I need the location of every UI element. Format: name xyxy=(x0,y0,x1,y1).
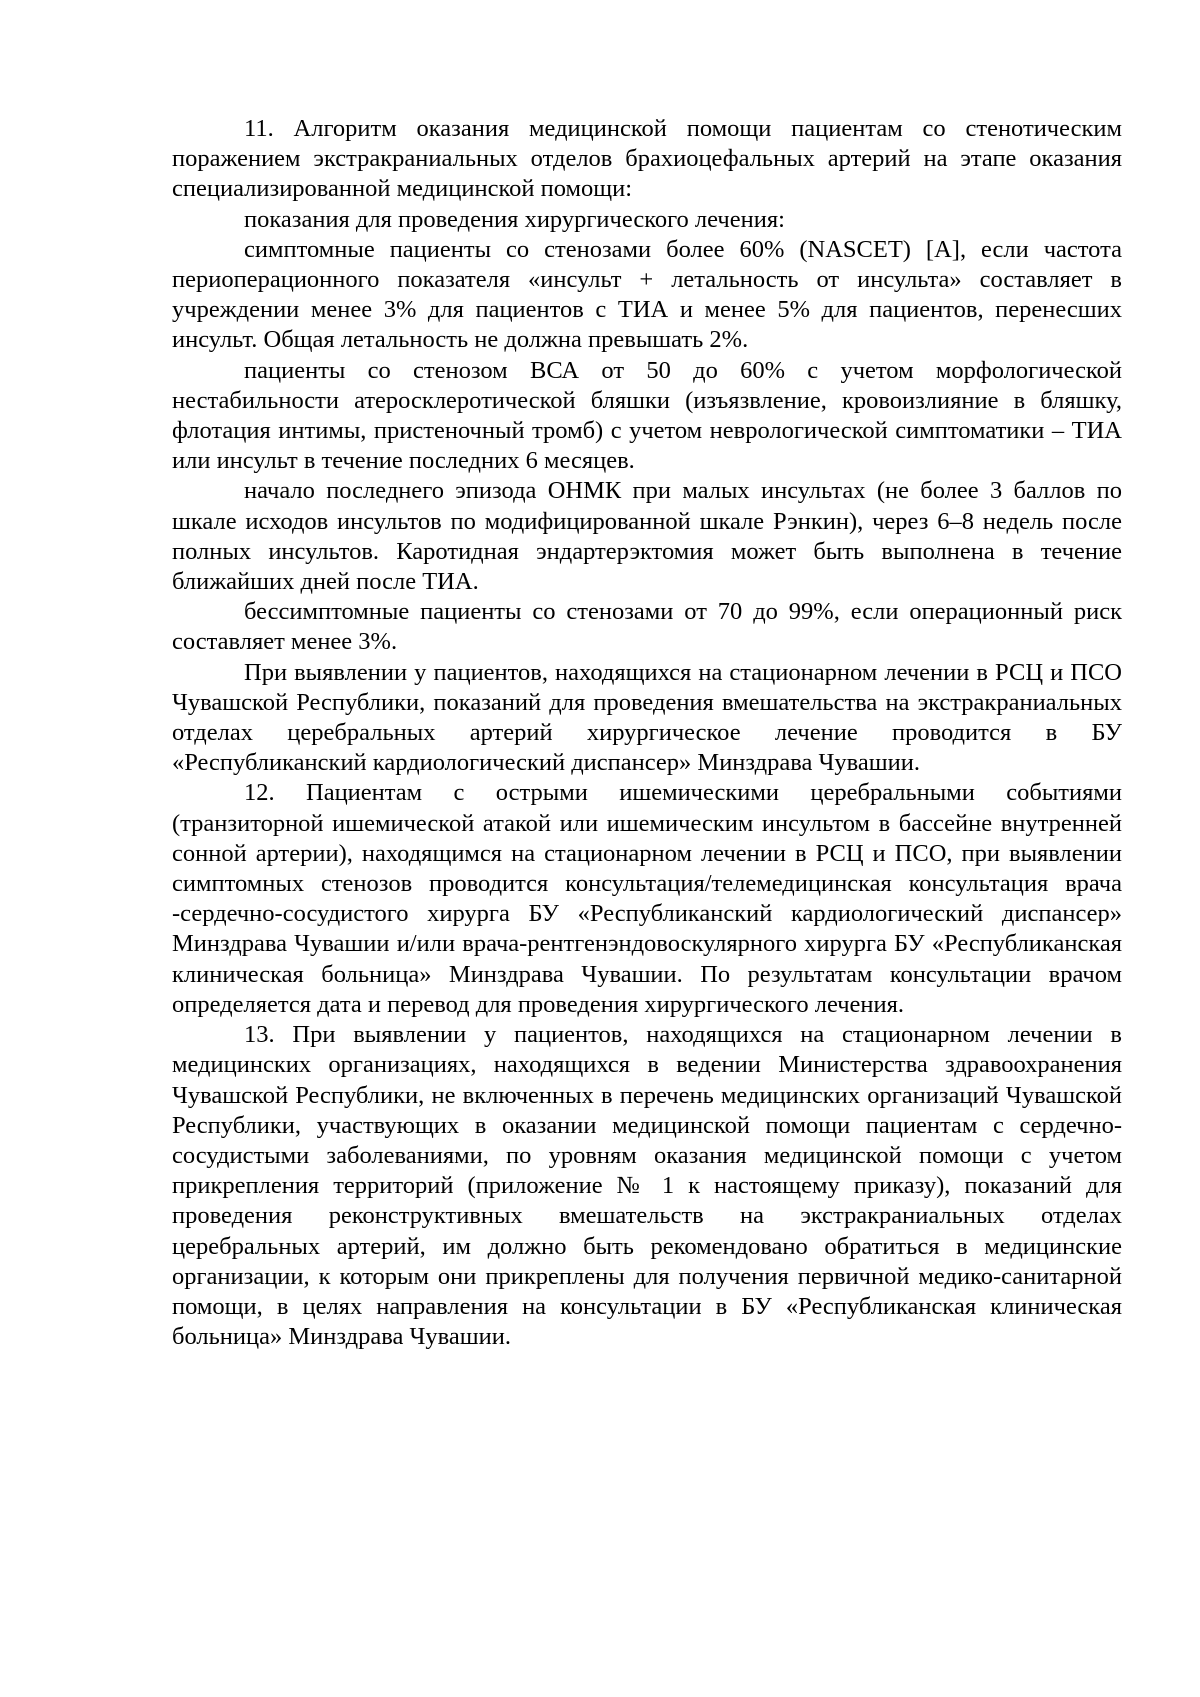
document-body xyxy=(172,114,1122,1352)
paragraph-rsc-pso-detection: При выявлении у пациентов, находящихся на стационарном лечении в РСЦ и ПСО Чувашской Республики, показаний для проведения вмешательства на экстракраниальных отделах церебральных артерий хирургическое лечение проводится в БУ «Республиканский кардиологический диспансер» Минздрава Чувашии. xyxy=(172,658,1122,777)
paragraph-ica-stenosis: пациенты со стенозом ВСА от 50 до 60% с учетом морфологической нестабильности атеросклеротической бляшки (изъязвление, кровоизлияние в бляшку, флотация интимы, пристеночный тромб) с учетом неврологической симптоматики – ТИА или инсульт в течение последних 6 месяцев. xyxy=(172,356,1122,475)
paragraph-indications-intro: показания для проведения хирургического лечения: xyxy=(244,205,785,233)
paragraph-12: 12. Пациентам с острыми ишемическими церебральными событиями (транзиторной ишемической атакой или ишемическим инсультом в бассейне внутренней сонной артерии), находящимся на стационарном лечении в РСЦ и ПСО, при выявлении симптомных стенозов проводится консультация/телемедицинская консультация врача -сердечно-сосудистого хирурга БУ «Республиканский кардиологический диспансер» Минздрава Чувашии и/или врача-рентгенэндовоскулярного хирурга БУ «Республиканская клиническая больница» Минздрава Чувашии. По результатам консультации врачом определяется дата и перевод для проведения хирургического лечения. xyxy=(172,779,1122,1018)
paragraph-symptomatic-patients: симптомные пациенты со стенозами более 60% (NASCET) [A], если частота периоперационного показателя «инсульт + летальность от инсульта» составляет в учреждении менее 3% для пациентов с ТИА и менее 5% для пациентов, перенесших инсульт. Общая летальность не должна превышать 2%. xyxy=(172,235,1122,354)
paragraph-asymptomatic-patients: бессимптомные пациенты со стенозами от 70 до 99%, если операционный риск составляет менее 3%. xyxy=(172,598,1122,656)
paragraph-13: 13. При выявлении у пациентов, находящихся на стационарном лечении в медицинских организациях, находящихся в ведении Министерства здравоохранения Чувашской Республики, не включенных в перечень медицинских организаций Чувашской Республики, участвующих в оказании медицинской помощи пациентам с сердечно-сосудистыми заболеваниями, по уровням оказания медицинской помощи с учетом прикрепления территорий (приложение № 1 к настоящему приказу), показаний для проведения реконструктивных вмешательств на экстракраниальных отделах церебральных артерий, им должно быть рекомендовано обратиться в медицинские организации, к которым они прикреплены для получения первичной медико-санитарной помощи, в целях направления на консультации в БУ «Республиканская клиническая больница» Минздрава Чувашии. xyxy=(172,1021,1122,1351)
paragraph-onmk-onset: начало последнего эпизода ОНМК при малых инсультах (не более 3 баллов по шкале исходов инсультов по модифицированной шкале Рэнкин), через 6–8 недель после полных инсультов. Каротидная эндартерэктомия может быть выполнена в течение ближайших дней после ТИА. xyxy=(172,477,1122,596)
paragraph-11-heading: 11. Алгоритм оказания медицинской помощи пациентам со стенотическим поражением экстракраниальных отделов брахиоцефальных артерий на этапе оказания специализированной медицинской помощи: xyxy=(172,115,1122,203)
